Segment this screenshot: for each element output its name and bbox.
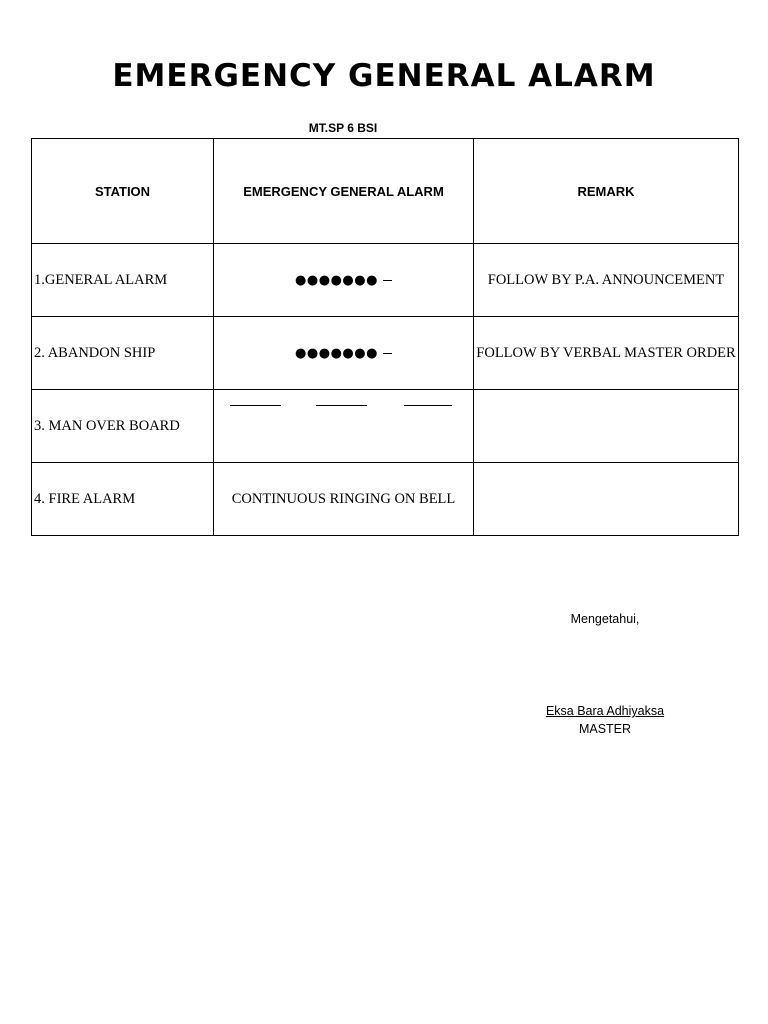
short-blasts-signal: ●●●●●●● [295, 345, 378, 361]
signal-cell [214, 317, 474, 390]
station-cell: 1.GENERAL ALARM [32, 244, 214, 317]
alarm-table [31, 138, 739, 536]
signal-cell: CONTINUOUS RINGING ON BELL [214, 463, 474, 536]
signer-name: Eksa Bara Adhiyaksa [545, 704, 665, 718]
header-remark: REMARK [474, 139, 739, 244]
short-blasts-signal: ●●●●●●● [295, 272, 378, 288]
remark-cell [474, 390, 739, 463]
vessel-name: MT.SP 6 BSI [308, 121, 378, 135]
table-row [32, 390, 739, 463]
station-cell: 4. FIRE ALARM [32, 463, 214, 536]
station-cell: 3. MAN OVER BOARD [32, 390, 214, 463]
table-row [32, 317, 739, 390]
header-station: STATION [32, 139, 214, 244]
long-blast-mark-2 [316, 405, 367, 406]
signer-rank: MASTER [578, 722, 632, 736]
table-header-row [32, 139, 739, 244]
signal-cell [214, 390, 474, 463]
header-alarm: EMERGENCY GENERAL ALARM [214, 139, 474, 244]
long-blast-mark-3 [404, 405, 452, 406]
document-title: EMERGENCY GENERAL ALARM [112, 58, 656, 94]
acknowledgement-label: Mengetahui, [570, 612, 640, 626]
remark-cell [474, 463, 739, 536]
station-cell: 2. ABANDON SHIP [32, 317, 214, 390]
long-blast-mark-1 [230, 405, 281, 406]
table-row [32, 244, 739, 317]
long-blast-mark [383, 353, 392, 354]
signal-cell [214, 244, 474, 317]
remark-cell: FOLLOW BY P.A. ANNOUNCEMENT [474, 244, 739, 317]
table-row [32, 463, 739, 536]
long-blast-mark [383, 280, 392, 281]
remark-cell: FOLLOW BY VERBAL MASTER ORDER [474, 317, 739, 390]
